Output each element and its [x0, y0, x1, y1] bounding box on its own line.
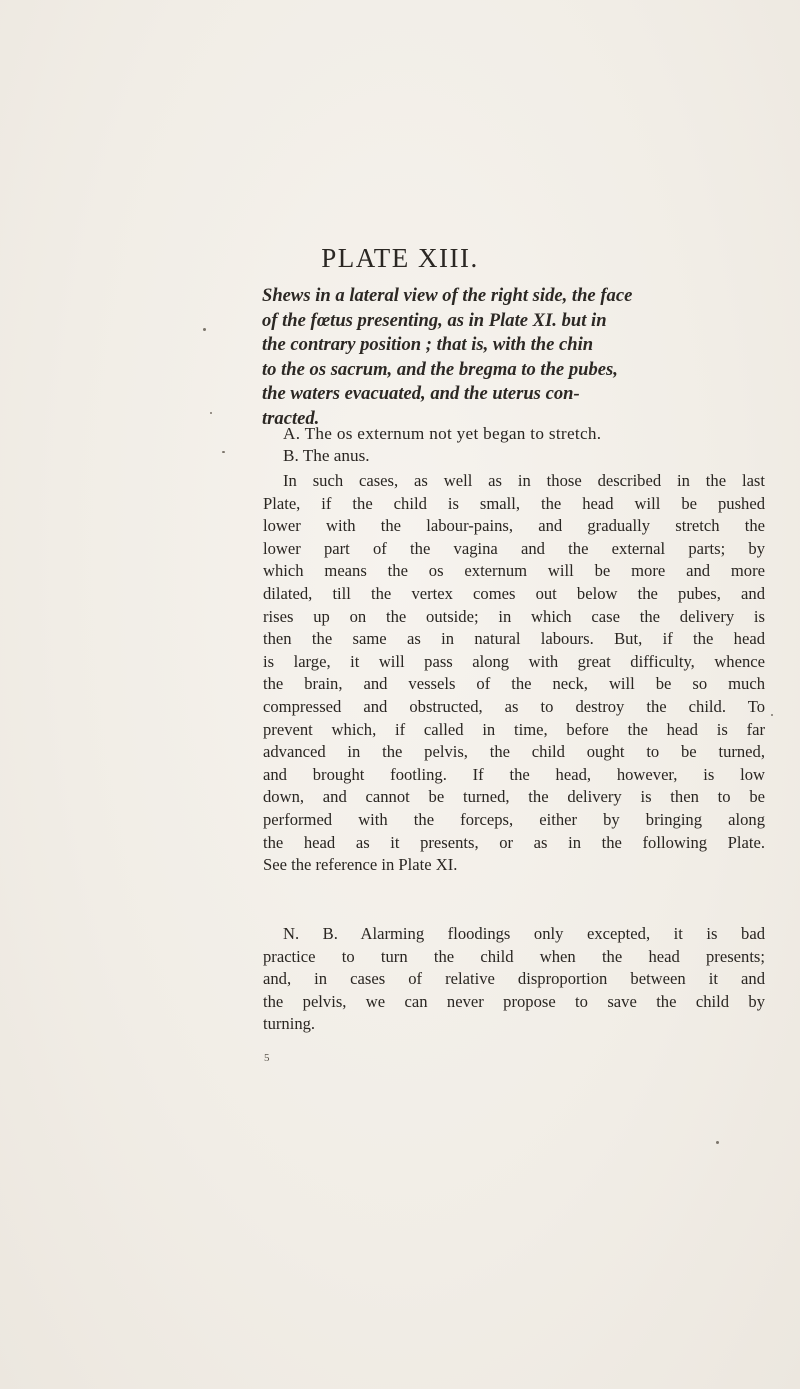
- paper-speck: [203, 328, 206, 331]
- body-line: performed with the forceps, either by bringing along: [263, 809, 765, 829]
- body-line: dilated, till the vertex comes out below the pubes, and: [263, 583, 765, 603]
- figure-references: [283, 423, 763, 467]
- reference-b: B. The anus.: [283, 446, 370, 465]
- paper-speck: [771, 714, 773, 716]
- body-paragraph: [263, 470, 765, 877]
- body-line: rises up on the outside; in which case the delivery is: [263, 606, 765, 626]
- caption-line: the contrary position ; that is, with the chin: [262, 334, 594, 356]
- nb-line: practice to turn the child when the head presents;: [263, 946, 765, 966]
- body-line: is large, it will pass along with great difficulty, whence: [263, 651, 765, 671]
- caption-line: tracted.: [262, 407, 320, 429]
- plate-title: PLATE XIII.: [321, 243, 479, 273]
- caption-line: to the os sacrum, and the bregma to the pubes,: [262, 358, 618, 380]
- body-line: compressed and obstructed, as to destroy the child. To: [263, 696, 765, 716]
- nb-line: N. B. Alarming floodings only excepted, it is bad: [283, 924, 765, 943]
- body-line: lower part of the vagina and the external parts; by: [263, 538, 765, 558]
- body-line: Plate, if the child is small, the head will be pushed: [263, 493, 765, 513]
- nb-line: and, in cases of relative disproportion between it and: [263, 969, 765, 989]
- body-line: the head as it presents, or as in the following Plate.: [263, 832, 765, 852]
- nota-bene-paragraph: [263, 923, 765, 1036]
- caption-line: Shews in a lateral view of the right side, the face: [262, 285, 633, 306]
- nb-line: turning.: [263, 1014, 316, 1034]
- body-line: which means the os externum will be more and more: [263, 561, 765, 581]
- reference-a: A. The os externum not yet began to stretch.: [283, 424, 602, 443]
- body-line: then the same as in natural labours. But, if the head: [263, 629, 765, 649]
- body-line: lower with the labour-pains, and gradually stretch the: [263, 516, 765, 536]
- body-line: prevent which, if called in time, before the head is far: [263, 719, 765, 739]
- signature-mark: 5: [264, 1052, 270, 1064]
- body-line: See the reference in Plate XI.: [263, 855, 458, 875]
- caption-line: of the fœtus presenting, as in Plate XI. but in: [262, 309, 607, 331]
- body-line: the brain, and vessels of the neck, will be so much: [263, 674, 765, 694]
- nb-line: the pelvis, we can never propose to save the child by: [263, 991, 765, 1011]
- plate-caption: [262, 284, 766, 432]
- body-line: and brought footling. If the head, however, is low: [263, 764, 765, 784]
- caption-line: the waters evacuated, and the uterus con-: [262, 383, 580, 405]
- body-line: In such cases, as well as in those described in the last: [283, 471, 765, 490]
- body-line: advanced in the pelvis, the child ought to be turned,: [263, 742, 765, 762]
- paper-speck: [716, 1141, 719, 1144]
- paper-speck: [210, 412, 212, 414]
- paper-speck: [222, 451, 225, 453]
- body-line: down, and cannot be turned, the delivery is then to be: [263, 787, 765, 807]
